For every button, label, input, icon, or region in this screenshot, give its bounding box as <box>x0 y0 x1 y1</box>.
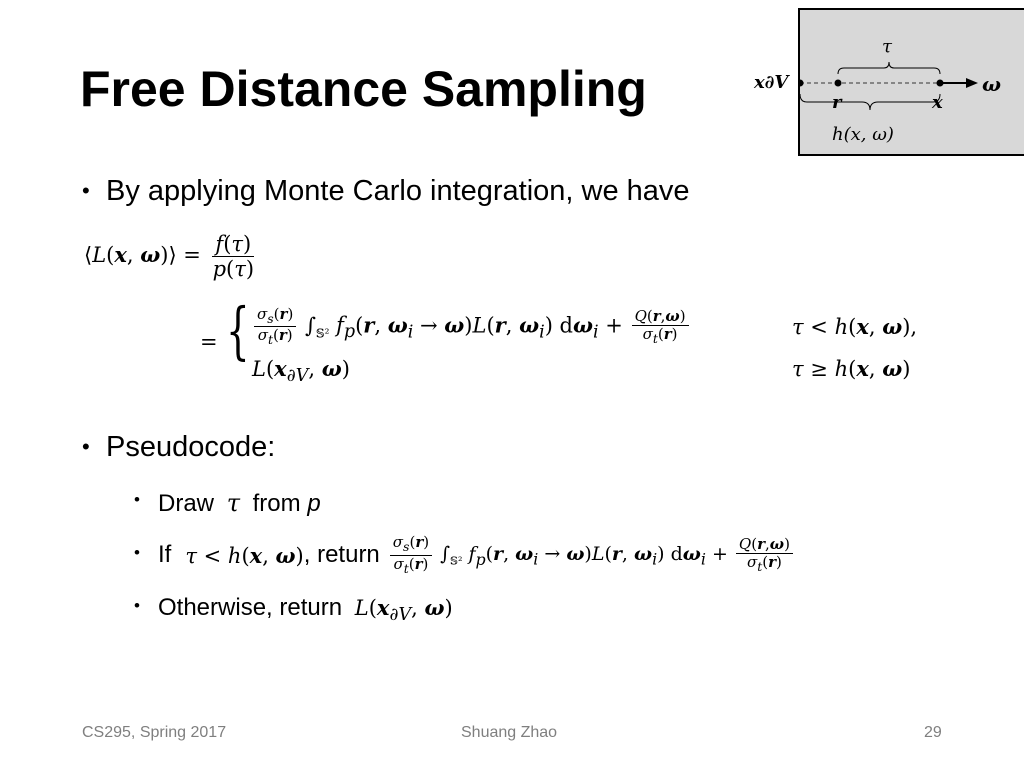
ray-diagram <box>754 8 1024 156</box>
case-2-condition: τ ≥ h(x, ω) <box>792 356 911 381</box>
case-1-condition: τ < h(x, ω), <box>792 314 918 339</box>
bullet-monte-carlo: By applying Monte Carlo integration, we have <box>106 175 690 207</box>
sub2-pre-text: If <box>158 541 172 568</box>
arrow-head-icon <box>966 78 978 88</box>
sub-bullet-dot-icon: • <box>134 596 140 615</box>
sub1-pre-text: Draw <box>158 490 215 517</box>
point-x <box>937 80 944 87</box>
bullet-dot-icon: • <box>82 434 90 459</box>
case-2: $L(x_{\partial V}$, ω) <box>252 356 350 387</box>
diagram-tau-label: τ <box>882 36 892 57</box>
sub1-mid-text: from <box>252 490 301 517</box>
bullet-pseudocode: Pseudocode: <box>106 431 276 463</box>
slide-title: Free Distance Sampling <box>80 61 647 117</box>
sub-bullet-dot-icon: • <box>134 543 140 562</box>
boundary-point <box>800 80 804 87</box>
sub2-mid-text: , return <box>303 541 380 568</box>
diagram-h-label: h(x, ω) <box>832 124 894 145</box>
sub-bullet-dot-icon: • <box>134 490 140 509</box>
sub3-pre-text: Otherwise, return <box>158 594 343 621</box>
sub1-var-text: p <box>307 490 321 517</box>
diagram-x-boundary-label: x∂V <box>754 72 789 93</box>
case-1: $\frac{\sigma_s(r)}{\sigma_t(r)}$ $\int_{𝕊^2}$ $f_p(r$, $\omega_i \to \omega)L(r$, $\omega_i$) $d\omega_i$ + $\frac{Q(r,\omega)}{\sigma_t(r)}$ <box>252 306 691 348</box>
footer-course: CS295, Spring 2017 <box>82 724 227 741</box>
diagram-x-label: x <box>932 92 943 113</box>
diagram-omega-label: ω <box>982 72 1002 96</box>
footer-author: Shuang Zhao <box>461 724 558 741</box>
tau-brace <box>838 62 940 74</box>
diagram-r-label: r <box>832 92 842 113</box>
bullet-dot-icon: • <box>82 178 90 203</box>
point-r <box>835 80 842 87</box>
left-brace: { <box>226 294 250 367</box>
h-brace <box>800 94 940 110</box>
sub-bullet-otherwise: Otherwise, return $L(x_{\partial V}$, ω) <box>158 594 453 626</box>
equation-line-1: ⟨L(x, ω)⟩ = $\frac{f(\tau)}{p(\tau)}$ <box>84 232 255 282</box>
sub-bullet-if: If τ < h(x, ω) , return $\frac{\sigma_s(r)}{\sigma_t(r)}$ $\int_{𝕊^2}$ $f_p(r$, $\omega_i \to \omega)L(r$, $\omega_i$) $d\omega_i$ + $\frac{Q(r,\omega)}{\sigma_t(r)}$ <box>158 530 795 580</box>
footer-page-number: 29 <box>924 724 942 741</box>
sub-bullet-draw: Draw τ from p <box>158 489 321 517</box>
